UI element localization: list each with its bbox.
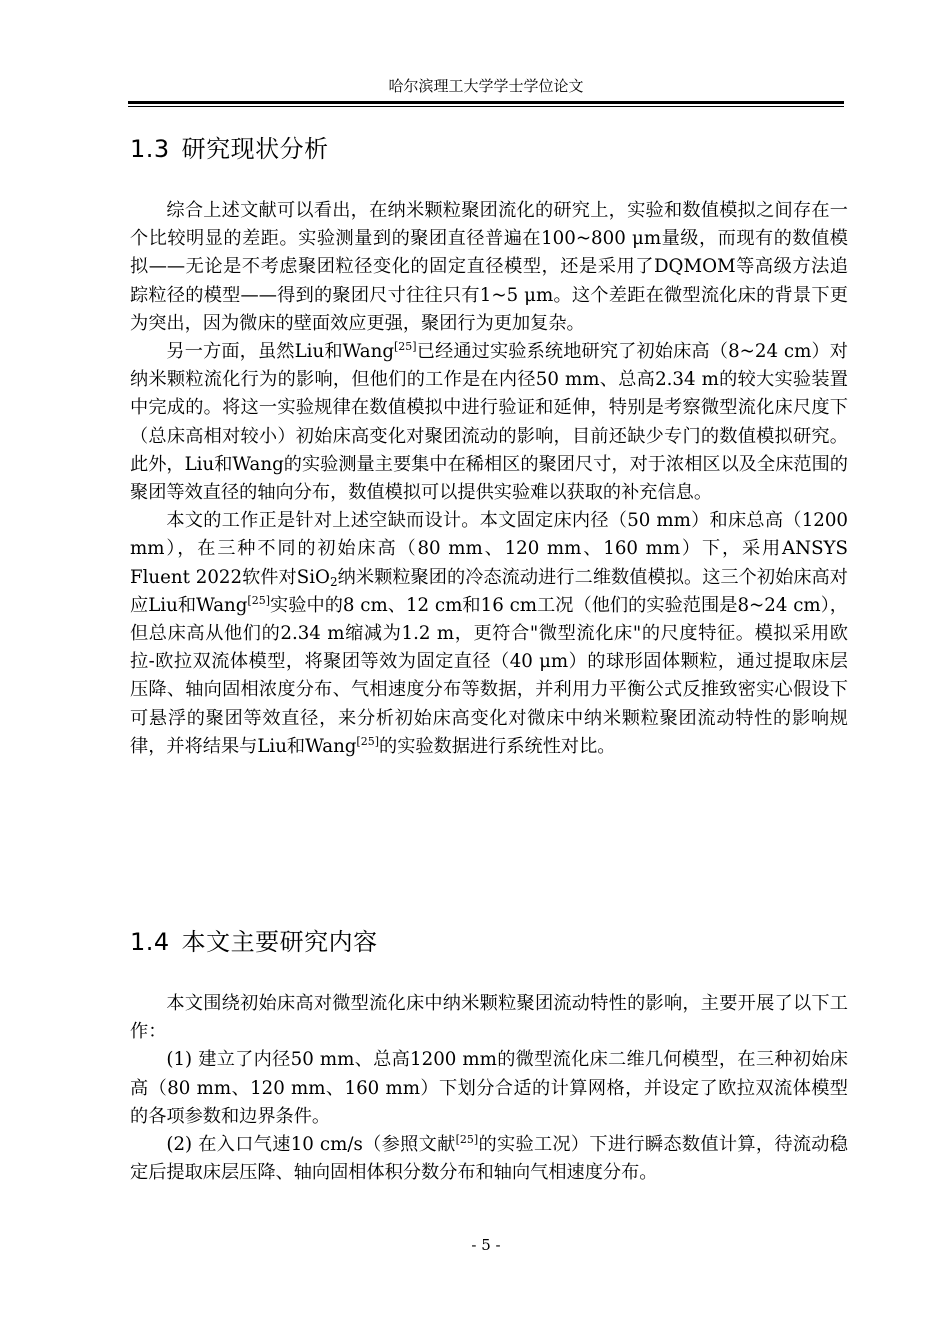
subscript: 2 [329,574,338,589]
section-heading-1-4 [130,926,378,958]
text-run: 的实验数据进行系统性对比。 [379,735,616,757]
paragraph-bed-height-studies [130,338,848,507]
page-number: - 5 - [471,1236,501,1254]
text-run: 纳米颗粒聚团的冷态流动进行二维数值模拟。这三个初始床高对应Liu和Wang [130,566,848,616]
citation-ref: [25] [356,734,380,748]
section-1-3-body [130,197,848,761]
section-heading-1-3 [130,133,329,165]
header-rule-thick [128,101,844,104]
section-number: 1.4 [130,928,170,956]
section-1-4-body [130,990,848,1187]
paragraph-overview: 本文围绕初始床高对微型流化床中纳米颗粒聚团流动特性的影响，主要开展了以下工作： [130,993,848,1043]
section-title: 研究现状分析 [181,135,329,163]
list-item-2 [130,1131,848,1187]
running-header: 哈尔滨理工大学学士学位论文 [388,77,584,95]
text-run: 另一方面，虽然Liu和Wang [166,341,394,363]
section-number: 1.3 [130,135,170,163]
text-run: (2) 在入口气速10 cm/s（参照文献 [166,1134,456,1156]
citation-ref: [25] [393,340,417,354]
header-rule-thin [128,106,844,107]
section-title: 本文主要研究内容 [181,928,378,956]
paragraph-this-work [130,507,848,761]
list-item-1: (1) 建立了内径50 mm、总高1200 mm的微型流化床二维几何模型，在三种初始床高（80 mm、120 mm、160 mm）下划分合适的计算网格，并设定了欧拉双流体模型的各项参数和边界条件。 [130,1049,848,1127]
text-run: 实验中的8 cm、12 cm和16 cm工况（他们的实验范围是8~24 cm），但总床高从他们的2.34 m缩减为1.2 m，更符合"微型流化床"的尺度特征。模拟采用欧拉-欧拉双流体模型，将聚团等效为固定直径（40 μm）的球形固体颗粒，通过提取床层压降、轴向固相浓度分布、气相速度分布等数据，并利用力平衡公式反推致密实心假设下可悬浮的聚团等效直径，来分析初始床高变化对微床中纳米颗粒聚团流动特性的影响规律，并将结果与Liu和Wang [130,594,848,757]
text-run: 已经通过实验系统地研究了初始床高（8~24 cm）对纳米颗粒流化行为的影响，但他们的工作是在内径50 mm、总高2.34 m的较大实验装置中完成的。将这一实验规律在数值模拟中进行验证和延伸，特别是考察微型流化床尺度下（总床高相对较小）初始床高变化对聚团流动的影响，目前还缺少专门的数值模拟研究。此外，Liu和Wang的实验测量主要集中在稀相区的聚团尺寸，对于浓相区以及全床范围的聚团等效直径的轴向分布，数值模拟可以提供实验难以获取的补充信息。 [130,341,848,504]
text-run: 的实验工况）下进行瞬态数值计算，待流动稳定后提取床层压降、轴向固相体积分数分布和轴向气相速度分布。 [130,1134,848,1184]
paragraph-research-gap: 综合上述文献可以看出，在纳米颗粒聚团流化的研究上，实验和数值模拟之间存在一个比较明显的差距。实验测量到的聚团直径普遍在100~800 μm量级，而现有的数值模拟——无论是不考虑聚团粒径变化的固定直径模型，还是采用了DQMOM等高级方法追踪粒径的模型——得到的聚团尺寸往往只有1~5 μm。这个差距在微型流化床的背景下更为突出，因为微床的壁面效应更强，聚团行为更加复杂。 [130,200,848,334]
citation-ref: [25] [247,593,270,607]
text-run: 本文的工作正是针对上述空缺而设计。本文固定床内径（50 mm）和床总高（1200 mm），在三种不同的初始床高（80 mm、120 mm、160 mm）下，采用ANSYS Fluent 2022软件对SiO [130,510,848,588]
citation-ref: [25] [455,1133,479,1147]
